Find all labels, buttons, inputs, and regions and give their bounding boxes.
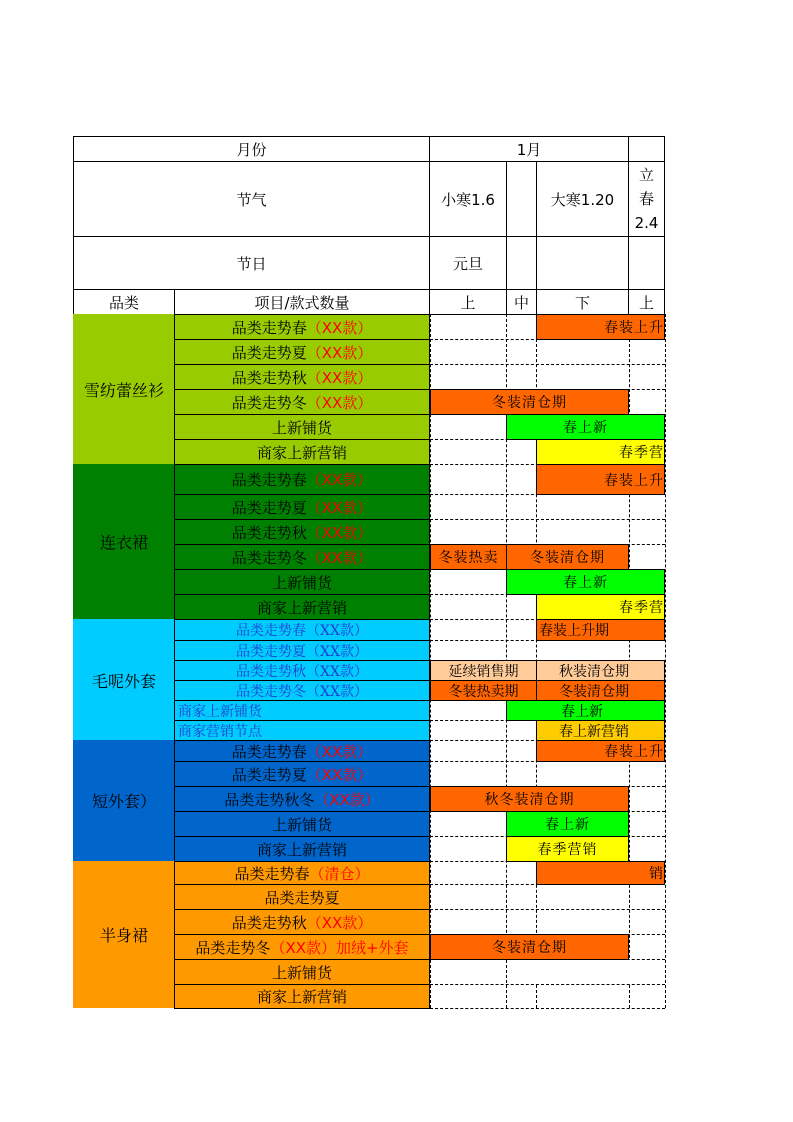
row-label: 商家上新营销 bbox=[174, 439, 430, 465]
row-label: 品类走势春 （清仓） bbox=[174, 861, 430, 885]
category-skirt: 半身裙 bbox=[73, 861, 175, 1008]
row-label: 品类走势夏 （XX款） bbox=[174, 339, 430, 365]
timeline-bar: 春季营 bbox=[536, 594, 665, 620]
month-next-empty bbox=[628, 136, 665, 162]
row-label: 上新铺货 bbox=[174, 959, 430, 985]
row-label: 品类走势春 （XX款） bbox=[174, 740, 430, 762]
holiday-empty-3 bbox=[628, 236, 665, 290]
row-label: 品类走势冬 （XX款） bbox=[174, 389, 430, 415]
timeline-bar: 春上新营销 bbox=[536, 720, 665, 741]
solar-term-dahan: 大寒1.20 bbox=[536, 161, 629, 237]
row-label: 品类走势春 （XX款） bbox=[174, 314, 430, 340]
row-label: 上新铺货 bbox=[174, 414, 430, 440]
row-label: 品类走势秋冬 （XX款） bbox=[174, 786, 430, 812]
row-label: 品类走势夏 bbox=[174, 884, 430, 910]
row-label: 品类走势夏 （XX款） bbox=[174, 761, 430, 787]
timeline-bar: 销 bbox=[536, 861, 665, 885]
row-label: 商家上新铺货 bbox=[174, 700, 430, 721]
timeline-bar: 春上新 bbox=[506, 569, 665, 595]
timeline-bar: 秋装清仓期 bbox=[536, 660, 665, 681]
timeline-bar: 春上新 bbox=[506, 811, 629, 837]
category-short-jacket: 短外套） bbox=[73, 740, 175, 861]
timeline-bar: 春上新 bbox=[506, 414, 665, 440]
row-label: 品类走势冬 （XX款）加绒+外套 bbox=[174, 934, 430, 960]
solar-term-label: 节气 bbox=[73, 161, 430, 237]
row-label: 品类走势秋 （XX款） bbox=[174, 364, 430, 390]
category-wool-coat: 毛呢外套 bbox=[73, 619, 175, 741]
row-label: 品类走势春 （XX款） bbox=[174, 464, 430, 495]
timeline-bar: 冬装热卖 bbox=[430, 544, 507, 570]
column-category: 品类 bbox=[73, 289, 175, 315]
holiday-label: 节日 bbox=[73, 236, 430, 290]
timeline-bar: 春装上升 bbox=[536, 464, 665, 495]
holiday-empty-2 bbox=[536, 236, 629, 290]
row-label: 上新铺货 bbox=[174, 811, 430, 837]
period-late: 下 bbox=[536, 289, 629, 315]
row-label: 商家上新营销 bbox=[174, 836, 430, 862]
category-dress: 连衣裙 bbox=[73, 464, 175, 619]
holiday-value: 元旦 bbox=[429, 236, 507, 290]
timeline-bar: 春装上升 bbox=[536, 740, 665, 762]
column-item: 项目/款式数量 bbox=[174, 289, 430, 315]
timeline-bar: 冬装清仓期 bbox=[506, 544, 629, 570]
row-label: 品类走势秋 （XX款） bbox=[174, 519, 430, 545]
period-mid: 中 bbox=[506, 289, 537, 315]
row-label: 商家营销节点 bbox=[174, 720, 430, 741]
period-early: 上 bbox=[429, 289, 507, 315]
timeline-bar: 春上新 bbox=[506, 700, 665, 721]
row-label: 商家上新营销 bbox=[174, 984, 430, 1009]
timeline-bar: 春季营 bbox=[536, 439, 665, 465]
month-value: 1月 bbox=[429, 136, 629, 162]
row-label: 商家上新营销 bbox=[174, 594, 430, 620]
month-label: 月份 bbox=[73, 136, 430, 162]
timeline-bar: 冬装热卖期 bbox=[430, 680, 537, 701]
period-early-next: 上 bbox=[628, 289, 665, 315]
solar-term-lichun: 立春2.4 bbox=[628, 161, 665, 237]
row-label: 品类走势春 （XX款） bbox=[174, 619, 430, 641]
row-label: 品类走势冬 （XX款） bbox=[174, 544, 430, 570]
timeline-bar: 春季营销 bbox=[506, 836, 629, 862]
timeline-bar: 冬装清仓期 bbox=[536, 680, 665, 701]
row-label: 上新铺货 bbox=[174, 569, 430, 595]
timeline-bar: 冬装清仓期 bbox=[430, 389, 629, 415]
row-label: 品类走势冬 （XX款） bbox=[174, 680, 430, 701]
solar-term-empty bbox=[506, 161, 537, 237]
row-label: 品类走势秋 （XX款） bbox=[174, 909, 430, 935]
row-label: 品类走势夏 （XX款） bbox=[174, 640, 430, 661]
row-label: 品类走势夏 （XX款） bbox=[174, 494, 430, 520]
timeline-bar: 秋冬装清仓期 bbox=[430, 786, 629, 812]
timeline-bar: 延续销售期 bbox=[430, 660, 537, 681]
skirt-restock-blank bbox=[507, 960, 665, 984]
timeline-bar: 冬装清仓期 bbox=[430, 934, 629, 960]
holiday-empty-1 bbox=[506, 236, 537, 290]
solar-term-xiaohan: 小寒1.6 bbox=[429, 161, 507, 237]
timeline-bar: 春装上升期 bbox=[536, 619, 665, 641]
row-label: 品类走势秋 （XX款） bbox=[174, 660, 430, 681]
timeline-bar: 春装上升 bbox=[536, 314, 665, 340]
category-chiffon-lace: 雪纺蕾丝衫 bbox=[73, 314, 175, 464]
